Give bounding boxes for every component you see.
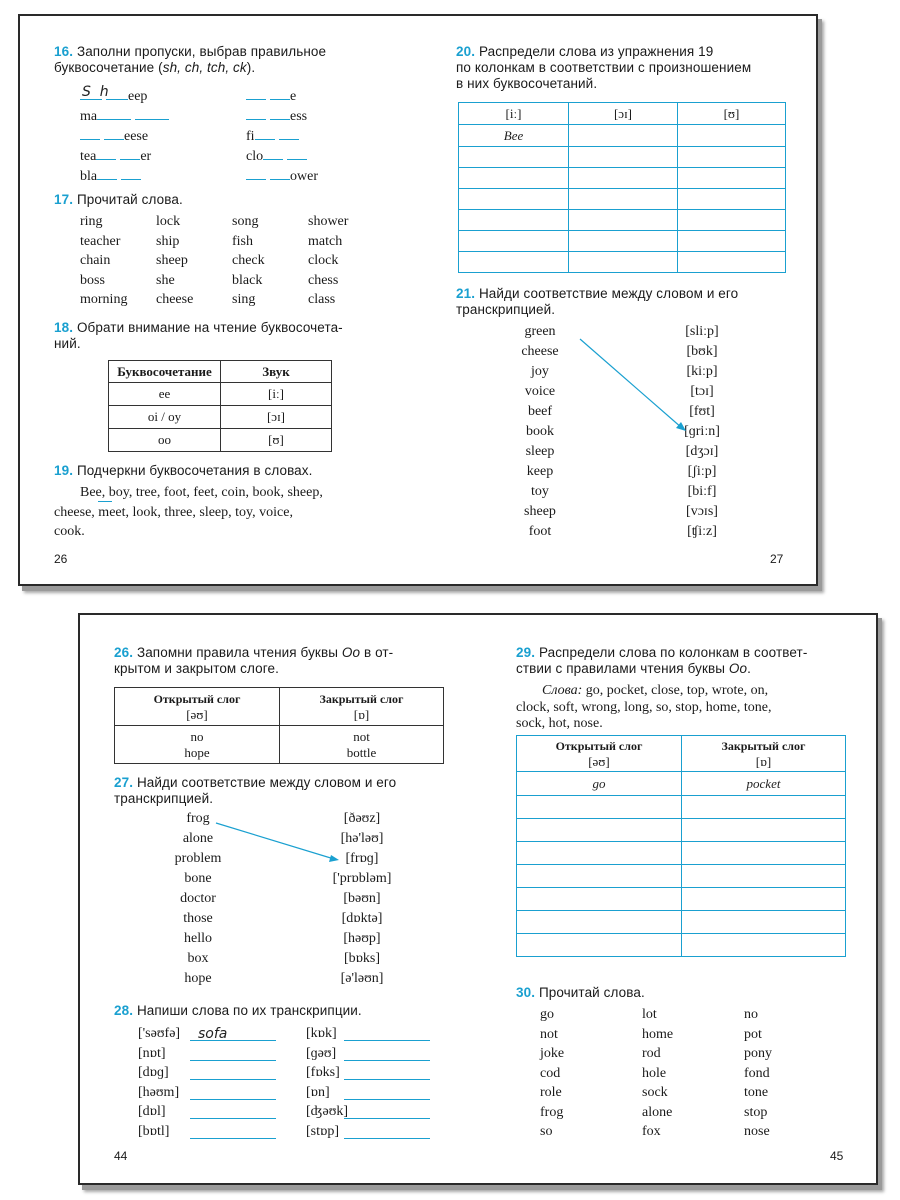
ex29-words-line-3: sock, hot, nose. bbox=[516, 716, 603, 731]
ex27-word: hello bbox=[184, 931, 212, 946]
ex28-answer-line[interactable] bbox=[344, 1138, 430, 1139]
ex30-word: no bbox=[744, 1007, 758, 1022]
ex21-word: beef bbox=[527, 404, 553, 419]
page-45 bbox=[480, 615, 880, 1183]
ex20-number: 20. bbox=[456, 44, 476, 59]
ex29-cell[interactable] bbox=[682, 842, 846, 865]
ex28-answer-line[interactable] bbox=[190, 1079, 276, 1080]
ex28-answer-line[interactable] bbox=[344, 1040, 430, 1041]
ex27-title: 27. Найди соответствие между словом и его транскрипцией. bbox=[114, 775, 397, 806]
ex28-transcription: ['səʊfə] bbox=[138, 1026, 181, 1041]
ex17-word: black bbox=[232, 272, 263, 288]
ex21-title: 21. Найди соответствие между словом и его транскрипцией. bbox=[456, 286, 739, 317]
ex21-number: 21. bbox=[456, 286, 476, 301]
ex30-word: tone bbox=[744, 1085, 769, 1100]
ex18-cell: [iː] bbox=[221, 383, 332, 406]
ex17-word: lock bbox=[156, 214, 181, 229]
ex29-cell[interactable] bbox=[682, 911, 846, 934]
ex27-word: alone bbox=[182, 831, 214, 846]
ex21-transcription: [ɡriːn] bbox=[684, 424, 720, 439]
ex29-cell[interactable] bbox=[682, 819, 846, 842]
ex29-cell[interactable] bbox=[517, 865, 682, 888]
ex17-word: she bbox=[156, 272, 175, 288]
ex18-cell: [ʊ] bbox=[221, 429, 332, 452]
ex27-transcription: [ə'ləʊn] bbox=[340, 971, 384, 986]
ex30-number: 30. bbox=[516, 985, 536, 1000]
ex30-word: not bbox=[540, 1026, 558, 1042]
ex18-cell: [ɔɪ] bbox=[221, 406, 332, 429]
ex21-transcription: [dʒɔɪ] bbox=[685, 444, 719, 459]
ex21-transcription: [ʧiːz] bbox=[687, 524, 717, 539]
ex28-transcription: [bɒtl] bbox=[138, 1123, 170, 1139]
ex20-title: 20. Распредели слова из упражнения 19 по колонкам в соответствии с произношением в них буквосочетаний. bbox=[456, 44, 752, 91]
ex28-answer-line[interactable] bbox=[190, 1060, 276, 1061]
ex29-words-line-2: clock, soft, wrong, long, so, stop, home, tone, bbox=[516, 700, 772, 715]
ex17-word: boss bbox=[80, 272, 105, 288]
ex21-match-arrow bbox=[420, 16, 820, 588]
ex26-closed-examples: not bottle bbox=[280, 726, 444, 764]
ex28-answer-sofa: sofa bbox=[198, 1026, 228, 1042]
ex28-transcription: [həʊm] bbox=[138, 1084, 180, 1100]
ex21-word: voice bbox=[524, 384, 556, 399]
ex16-answer-1: S h bbox=[82, 84, 109, 100]
page-number-45: 45 bbox=[830, 1149, 844, 1163]
ex19-line-1: Bee, boy, tree, foot, feet, coin, book, sheep, bbox=[80, 485, 323, 500]
ex21-word: sheep bbox=[524, 504, 556, 519]
ex29-cell[interactable] bbox=[682, 934, 846, 957]
ex29-cell[interactable] bbox=[517, 842, 682, 865]
ex21-transcription: [fʊt] bbox=[689, 404, 715, 419]
ex30-word: home bbox=[642, 1026, 674, 1042]
ex17-word: song bbox=[232, 214, 259, 229]
ex26-open-examples: no hope bbox=[115, 726, 280, 764]
ex16-item-10[interactable]: ower bbox=[246, 166, 318, 185]
ex27-transcription: [hə'ləʊ] bbox=[340, 831, 384, 846]
ex16-item-8[interactable]: fi bbox=[246, 126, 299, 145]
ex29-cell[interactable] bbox=[682, 865, 846, 888]
ex27-transcription: [bəʊn] bbox=[343, 891, 381, 906]
ex21-word: foot bbox=[528, 524, 552, 539]
ex16-item-2[interactable]: ma bbox=[80, 106, 169, 125]
ex17-word: chain bbox=[80, 253, 111, 268]
ex28-transcription: [ɡəʊ] bbox=[306, 1045, 337, 1061]
ex30-word: frog bbox=[540, 1104, 564, 1120]
ex16-item-9[interactable]: clo bbox=[246, 146, 307, 165]
ex17-word: match bbox=[308, 233, 343, 249]
ex27-transcription: [bɒks] bbox=[343, 951, 381, 966]
ex30-word: joke bbox=[540, 1046, 565, 1061]
ex28-transcription: [dɒl] bbox=[138, 1104, 166, 1119]
ex29-title: 29. Распредели слова по колонкам в соответ- ствии с правилами чтения буквы Oo. bbox=[516, 645, 808, 676]
ex30-word: stop bbox=[744, 1104, 768, 1120]
ex20-header-3: [ʊ] bbox=[678, 103, 786, 125]
ex21-transcription: [ʃiːp] bbox=[687, 464, 717, 479]
ex17-word: class bbox=[308, 292, 336, 307]
ex16-item-5[interactable]: bla bbox=[80, 166, 141, 185]
ex21-word: keep bbox=[526, 464, 554, 479]
ex27-transcription: [dɒktə] bbox=[341, 911, 383, 926]
ex16-item-6[interactable]: e bbox=[246, 86, 296, 105]
ex19-line-3: cook. bbox=[54, 524, 85, 539]
ex26-header-open: Открытый слог [əʊ] bbox=[115, 688, 280, 726]
ex21-word: joy bbox=[531, 364, 549, 379]
ex16-item-7[interactable]: ess bbox=[246, 106, 307, 125]
ex26-header-closed: Закрытый слог [ɒ] bbox=[280, 688, 444, 726]
ex16-item-1[interactable]: S h eep bbox=[82, 84, 148, 104]
ex29-answer-pocket[interactable]: pocket bbox=[682, 772, 846, 796]
ex17-word: sing bbox=[232, 292, 256, 307]
ex28-transcription: [dɒɡ] bbox=[138, 1065, 169, 1080]
ex30-word: so bbox=[540, 1124, 553, 1139]
ex30-word: pony bbox=[744, 1046, 772, 1061]
ex19-number: 19. bbox=[54, 463, 74, 478]
ex28-number: 28. bbox=[114, 1003, 134, 1018]
ex27-word: bone bbox=[184, 871, 212, 886]
ex27-word: problem bbox=[174, 851, 222, 866]
ex21-transcription: [kiːp] bbox=[686, 364, 718, 379]
ex21-word: book bbox=[526, 424, 554, 439]
page-44 bbox=[80, 615, 480, 1183]
ex28-answer-line[interactable] bbox=[190, 1138, 276, 1139]
ex18-cell: oi / oy bbox=[109, 406, 221, 429]
ex19-title: 19. Подчеркни буквосочетания в словах. bbox=[54, 463, 313, 478]
ex21-transcription: [vɔɪs] bbox=[686, 504, 718, 519]
ex28-title: 28. Напиши слова по их транскрипции. bbox=[114, 1003, 362, 1018]
ex27-transcription: ['prɒbləm] bbox=[332, 871, 392, 886]
page-number-26: 26 bbox=[54, 552, 68, 566]
ex19-underline-ee bbox=[98, 501, 112, 502]
ex27-word: box bbox=[187, 951, 209, 966]
ex17-word: check bbox=[232, 253, 265, 268]
page-27 bbox=[420, 16, 820, 584]
ex17-word: ship bbox=[156, 233, 180, 249]
ex21-transcription: [biːf] bbox=[687, 484, 717, 499]
ex29-cell[interactable] bbox=[517, 796, 682, 819]
ex20-header-1: [iː] bbox=[459, 103, 569, 125]
ex30-word: pot bbox=[744, 1026, 762, 1042]
ex16-item-4[interactable]: tea er bbox=[80, 146, 151, 165]
ex27-word: doctor bbox=[180, 891, 216, 906]
ex30-word: nose bbox=[744, 1124, 770, 1139]
ex21-word: green bbox=[524, 324, 556, 339]
ex30-word: hole bbox=[642, 1065, 667, 1081]
spread-pages-44-45 bbox=[78, 613, 878, 1185]
ex29-cell[interactable] bbox=[517, 888, 682, 911]
ex26-title: 26. Запомни правила чтения буквы Oo в от- крытом и закрытом слоге. bbox=[114, 645, 394, 676]
ex28-answer-line[interactable] bbox=[344, 1079, 430, 1080]
ex28-transcription: [nɒt] bbox=[138, 1045, 166, 1061]
ex27-word: hope bbox=[184, 971, 212, 986]
ex21-transcription: [sliːp] bbox=[685, 324, 719, 339]
ex21-word: toy bbox=[531, 484, 549, 499]
ex28-answer-line[interactable] bbox=[344, 1118, 430, 1119]
ex29-cell[interactable] bbox=[517, 819, 682, 842]
ex16-title-line2-italic: sh, ch, tch, ck bbox=[162, 60, 247, 75]
ex18-number: 18. bbox=[54, 320, 74, 335]
ex28-transcription: [ɒn] bbox=[306, 1084, 330, 1100]
ex30-word: sock bbox=[642, 1085, 668, 1100]
ex20-answer-bee[interactable]: Bee bbox=[459, 125, 569, 147]
ex18-title: 18. Обрати внимание на чтение буквосочета- ний. bbox=[54, 320, 343, 351]
ex16-title-line1: Заполни пропуски, выбрав правильное bbox=[76, 44, 327, 59]
ex16-item-3[interactable]: eese bbox=[80, 126, 148, 145]
ex29-header-open: Открытый слог [əʊ] bbox=[517, 736, 682, 772]
ex20-header-2: [ɔɪ] bbox=[569, 103, 678, 125]
ex18-cell: ee bbox=[109, 383, 221, 406]
ex17-word: chess bbox=[308, 272, 339, 288]
ex18-table bbox=[108, 360, 332, 452]
ex29-header-closed: Закрытый слог [ɒ] bbox=[682, 736, 846, 772]
ex18-cell: oo bbox=[109, 429, 221, 452]
ex16-title bbox=[54, 44, 394, 76]
ex29-cell[interactable] bbox=[682, 888, 846, 911]
page-26 bbox=[20, 16, 420, 584]
ex30-word: rod bbox=[642, 1046, 661, 1061]
ex17-word: clock bbox=[308, 253, 339, 268]
ex28-answer-line[interactable] bbox=[190, 1118, 276, 1119]
ex28-transcription: [kɒk] bbox=[306, 1026, 337, 1041]
ex27-transcription: [ðəʊz] bbox=[343, 811, 381, 826]
ex27-transcription: [frɒɡ] bbox=[345, 851, 379, 866]
page-number-44: 44 bbox=[114, 1149, 128, 1163]
ex30-word: alone bbox=[642, 1104, 673, 1120]
ex30-word: cod bbox=[540, 1065, 561, 1081]
ex28-transcription: [stɒp] bbox=[306, 1123, 339, 1139]
ex27-word: frog bbox=[186, 811, 210, 826]
ex27-match-arrow bbox=[80, 615, 480, 1187]
ex16-number: 16. bbox=[54, 44, 74, 59]
ex27-number: 27. bbox=[114, 775, 134, 790]
ex17-number: 17. bbox=[54, 192, 74, 207]
ex28-answer-line[interactable] bbox=[344, 1099, 430, 1100]
ex29-table bbox=[516, 735, 846, 957]
ex17-word: sheep bbox=[156, 253, 188, 268]
ex17-word: ring bbox=[80, 214, 103, 229]
ex29-number: 29. bbox=[516, 645, 536, 660]
ex30-word: role bbox=[540, 1085, 562, 1100]
page-number-27: 27 bbox=[770, 552, 784, 566]
ex30-word: fond bbox=[744, 1065, 770, 1081]
ex30-word: go bbox=[540, 1007, 554, 1022]
ex17-word: fish bbox=[232, 233, 253, 249]
ex17-word: shower bbox=[308, 214, 349, 229]
ex17-word: teacher bbox=[80, 233, 121, 249]
ex29-cell[interactable] bbox=[517, 934, 682, 957]
ex16-title-line2-pre: буквосочетание ( bbox=[54, 60, 163, 75]
ex28-transcription: [fɒks] bbox=[306, 1065, 340, 1080]
ex21-transcription: [tɔɪ] bbox=[690, 384, 714, 399]
ex21-word: cheese bbox=[521, 344, 559, 359]
ex27-transcription: [həʊp] bbox=[343, 931, 381, 946]
ex19-line-2: cheese, meet, look, three, sleep, toy, voice, bbox=[54, 505, 293, 520]
ex28-transcription: [ʤəʊk] bbox=[306, 1104, 349, 1119]
ex21-transcription: [bʊk] bbox=[686, 344, 718, 359]
ex29-cell[interactable] bbox=[682, 796, 846, 819]
ex18-header-letters: Буквосочетание bbox=[109, 361, 221, 383]
ex17-word: cheese bbox=[156, 292, 194, 307]
spread-pages-26-27 bbox=[18, 14, 818, 586]
ex16-title-line2-post: ). bbox=[246, 60, 256, 75]
ex30-word: lot bbox=[642, 1007, 657, 1022]
ex29-words-line-1: Слова: go, pocket, close, top, wrote, on, bbox=[542, 683, 769, 698]
ex21-word: sleep bbox=[525, 444, 555, 459]
ex28-answer-line[interactable] bbox=[344, 1060, 430, 1061]
ex18-header-sound: Звук bbox=[221, 361, 332, 383]
ex26-number: 26. bbox=[114, 645, 134, 660]
ex27-word: those bbox=[183, 911, 213, 926]
ex17-word: morning bbox=[80, 292, 128, 307]
ex17-title: 17. Прочитай слова. bbox=[54, 192, 183, 207]
ex30-word: fox bbox=[642, 1124, 661, 1139]
ex28-answer-line[interactable] bbox=[190, 1099, 276, 1100]
ex29-cell[interactable] bbox=[517, 911, 682, 934]
ex29-answer-go[interactable]: go bbox=[517, 772, 682, 796]
ex30-title: 30. Прочитай слова. bbox=[516, 985, 645, 1000]
